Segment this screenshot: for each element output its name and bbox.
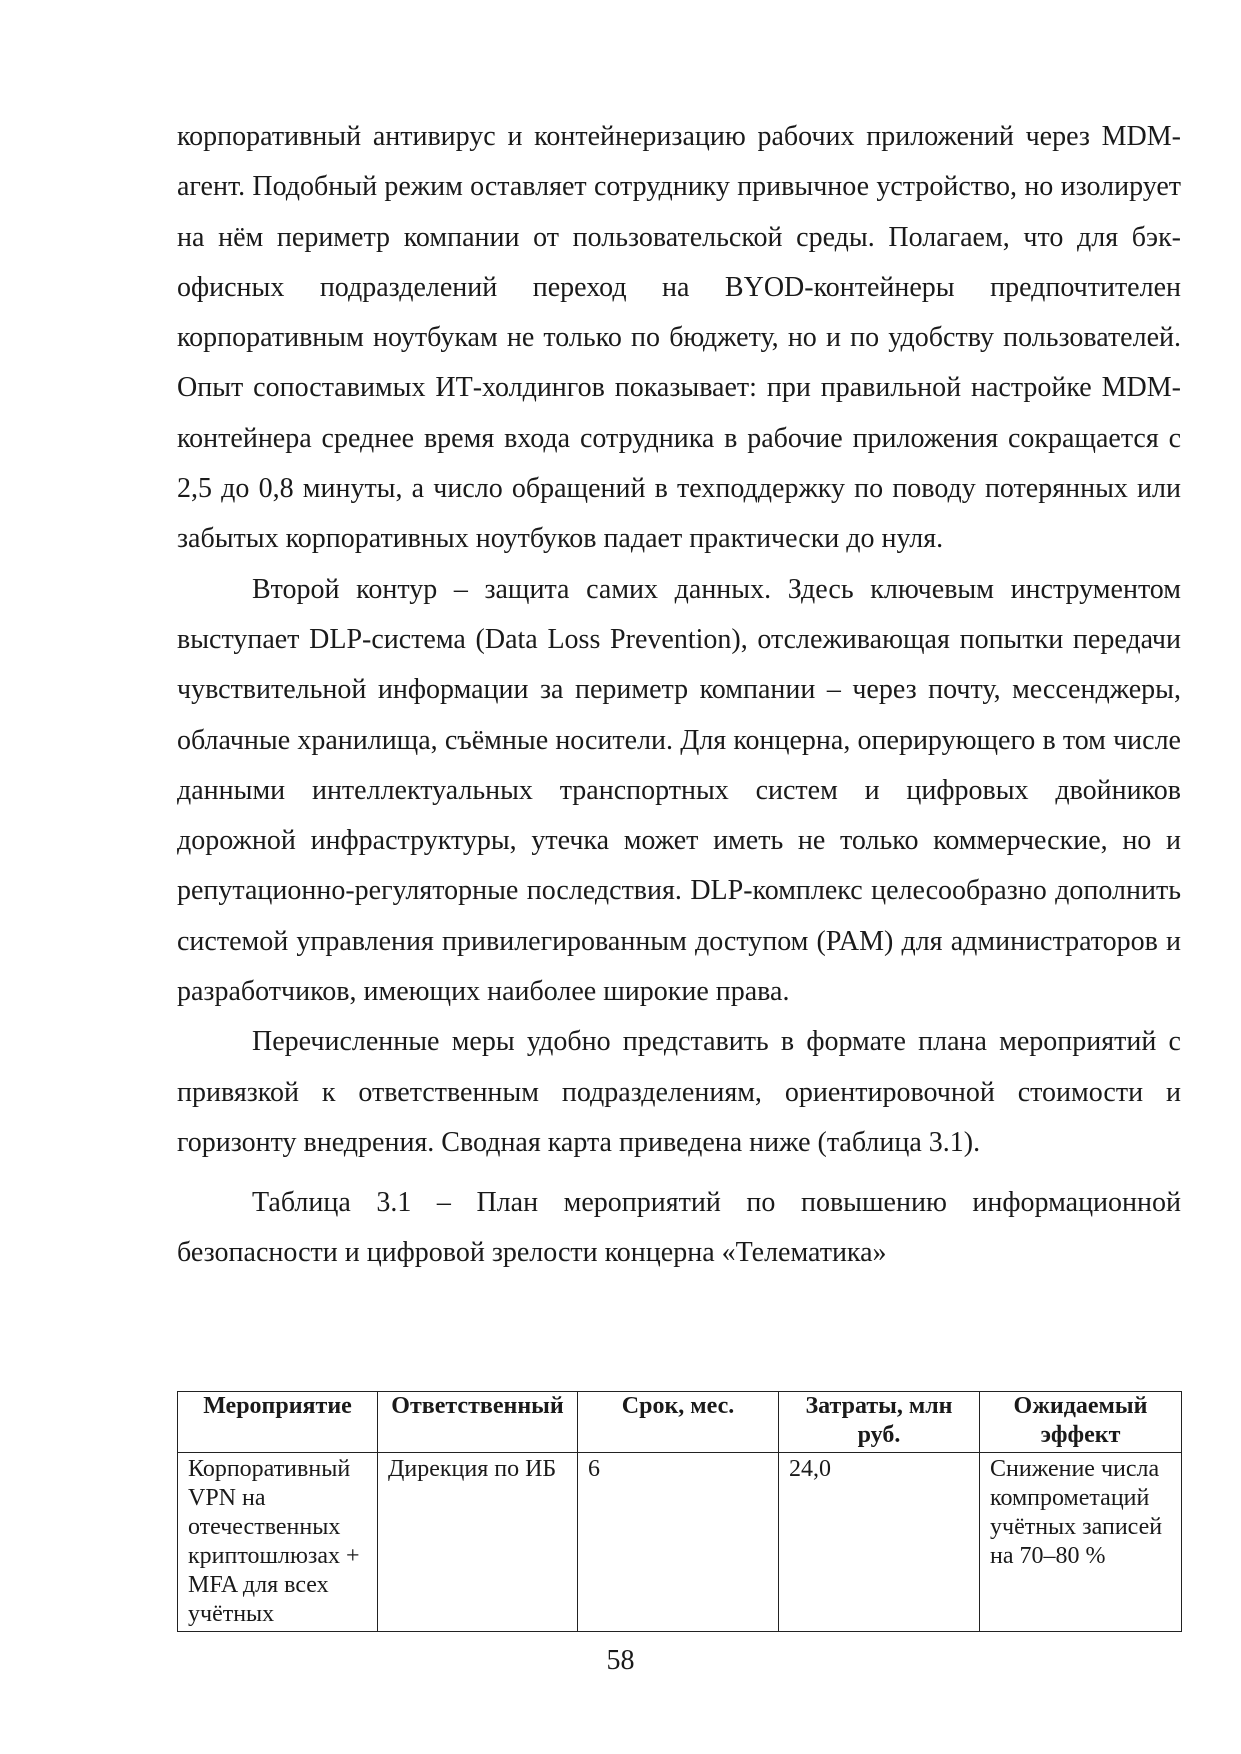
cell-measure: Корпоративный VPN на отечественных криптошлюзах + MFA для всех учётных <box>178 1453 378 1632</box>
body-text <box>177 112 1181 1278</box>
cell-effect: Снижение числа компрометаций учётных записей на 70–80 % <box>980 1453 1182 1632</box>
cell-term: 6 <box>578 1453 779 1632</box>
table-row <box>178 1453 1182 1632</box>
paragraph-3: Перечисленные меры удобно представить в формате плана мероприятий с привязкой к ответственным подразделениям, ориентировочной стоимости и горизонту внедрения. Сводная карта приведена ниже (таблица 3.1). <box>177 1026 1181 1158</box>
header-measure: Мероприятие <box>178 1392 378 1453</box>
header-cost: Затраты, млн руб. <box>779 1392 980 1453</box>
header-term: Срок, мес. <box>578 1392 779 1453</box>
measures-table <box>177 1391 1182 1632</box>
page-number: 58 <box>606 1645 635 1676</box>
table-caption: Таблица 3.1 – План мероприятий по повышению информационной безопасности и цифровой зрелости концерна «Телематика» <box>177 1187 1181 1269</box>
header-effect: Ожидаемый эффект <box>980 1392 1182 1453</box>
header-responsible: Ответственный <box>378 1392 578 1453</box>
cell-cost: 24,0 <box>779 1453 980 1632</box>
table-header-row <box>178 1392 1182 1453</box>
paragraph-2: Второй контур – защита самих данных. Здесь ключевым инструментом выступает DLP-система (Data Loss Prevention), отслеживающая попытки передачи чувствительной информации за периметр компании – через почту, мессенджеры, облачные хранилища, съёмные носители. Для концерна, оперирующего в том числе данными интеллектуальных транспортных систем и цифровых двойников дорожной инфраструктуры, утечка может иметь не только коммерческие, но и репутационно-регуляторные последствия. DLP-комплекс целесообразно дополнить системой управления привилегированным доступом (PAM) для администраторов и разработчиков, имеющих наиболее широкие права. <box>177 573 1181 1008</box>
cell-responsible: Дирекция по ИБ <box>378 1453 578 1632</box>
paragraph-1: корпоративный антивирус и контейнеризацию рабочих приложений через MDM-агент. Подобный режим оставляет сотруднику привычное устройство, но изолирует на нём периметр компании от пользовательской среды. Полагаем, что для бэк-офисных подразделений переход на BYOD-контейнеры предпочтителен корпоративным ноутбукам не только по бюджету, но и по удобству пользователей. Опыт сопоставимых ИТ-холдингов показывает: при правильной настройке MDM-контейнера среднее время входа сотрудника в рабочие приложения сокращается с 2,5 до 0,8 минуты, а число обращений в техподдержку по поводу потерянных или забытых корпоративных ноутбуков падает практически до нуля. <box>177 121 1181 555</box>
